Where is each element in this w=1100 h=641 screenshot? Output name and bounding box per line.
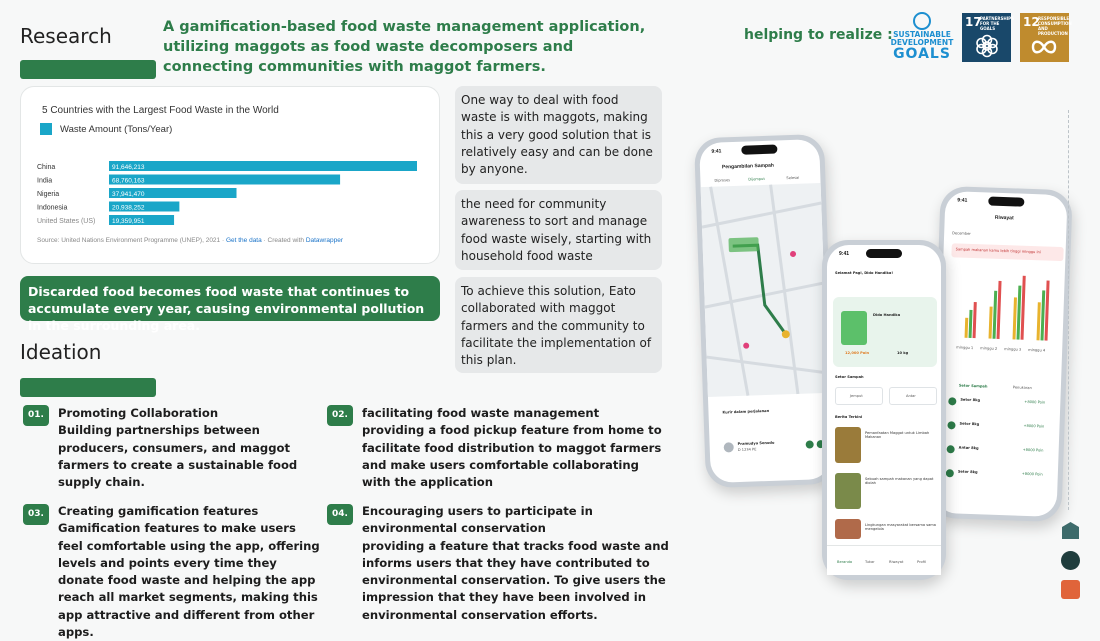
- tab-setor-sampah[interactable]: Setor Sampah: [958, 383, 988, 389]
- berita-terkini-label: Berita Terkini: [835, 415, 863, 419]
- status-time: 9:41: [957, 197, 968, 204]
- user-name: Dido Handika: [873, 313, 901, 317]
- driver-plate: D 1234 PE: [737, 447, 757, 453]
- driver-name: Pramudya Senodo: [737, 440, 775, 447]
- category-label: India: [37, 177, 53, 185]
- info-box-awareness: the need for community awareness to sort and manage food waste wisely, starting with household food waste: [455, 190, 662, 270]
- phone-mockup-history: [929, 186, 1073, 522]
- info-box-maggots: One way to deal with food waste is with maggots, making this a very good solution that is relatively easy and can be done by anyone.: [455, 86, 662, 184]
- un-globe-icon: [913, 12, 931, 30]
- idea-number-02: 02.: [327, 405, 353, 426]
- idea-title-03: Creating gamification features: [58, 504, 259, 518]
- history-row-icon: [948, 397, 956, 405]
- bar-value-label: 91,646,213: [112, 164, 145, 171]
- phone-notch: [741, 144, 777, 154]
- goal17-label: PARTNERSHIPS FOR THE GOALS: [980, 16, 1014, 31]
- status-time: 9:41: [839, 251, 850, 257]
- bar-value-label: 19,359,951: [112, 218, 145, 225]
- info-box-collaboration: To achieve this solution, Eato collaborated with maggot farmers and the community to facilitate the implementation of this plan.: [455, 277, 662, 373]
- get-data-link[interactable]: Get the data: [225, 237, 262, 244]
- week-label-3: minggu 3: [1004, 347, 1022, 352]
- week-label-2: minggu 2: [980, 346, 998, 351]
- headline-text: A gamification-based food waste management application, utilizing maggots as food waste decomposers and connecting communities with maggot farmers.: [163, 19, 646, 75]
- idea-number-04: 04.: [327, 504, 353, 525]
- home-screen: [827, 245, 941, 575]
- idea-desc-04: providing a feature that tracks food waste and informs users that they have contributed to environmental conservation. To give users the impression that they have been involved in environmental conservation efforts.: [362, 538, 669, 622]
- history-row-points: +8000 Poin: [1024, 399, 1046, 405]
- category-label: China: [37, 164, 56, 171]
- source-text: Source: United Nations Environment Programme (UNEP), 2021 ·: [37, 237, 226, 244]
- helping-realize-label: helping to realize :: [744, 27, 893, 43]
- month-select[interactable]: December: [952, 231, 971, 236]
- setor-sampah-label: Setor Sampah: [835, 375, 864, 379]
- news-thumbnail-2[interactable]: [835, 473, 861, 509]
- nav-riwayat[interactable]: Riwayat: [889, 560, 904, 564]
- news-title-1[interactable]: Pemanfaatan Maggot untuk Limbah Makanan: [865, 431, 930, 439]
- history-row-label[interactable]: Antar 8kg: [958, 445, 979, 451]
- source-mid-text: · Created with: [261, 237, 306, 244]
- dark-circle-dot: [1061, 551, 1080, 570]
- history-row-points: +8000 Poin: [1023, 423, 1045, 429]
- datawrapper-link[interactable]: Datawrapper: [305, 237, 344, 244]
- infinity-icon: [1030, 37, 1058, 57]
- history-row-icon: [947, 421, 955, 429]
- home-greeting: Selamat Pagi, Dido Handika!: [835, 271, 893, 275]
- sdg-logo-line1: SUSTAINABLE DEVELOPMENT: [890, 30, 954, 47]
- history-screen: [934, 191, 1067, 517]
- pickup-screen: [699, 139, 831, 483]
- goal12-label: RESPONSIBLE CONSUMPTION AND PRODUCTION: [1038, 16, 1072, 36]
- history-row-label[interactable]: Setor 8kg: [957, 469, 978, 475]
- bar-value-label: 37,941,470: [112, 191, 145, 198]
- week-label-4: minggu 4: [1028, 347, 1046, 353]
- trash-bin-illustration: [841, 311, 867, 345]
- sdg-goals-logo: [890, 12, 954, 64]
- sdg-goal-17-badge: [962, 13, 1014, 62]
- news-title-3[interactable]: Lingkungan masyarakat bersama sama mengelola: [865, 523, 937, 531]
- tab-diproses[interactable]: Diproses: [714, 178, 731, 183]
- hexagon-dot: [1061, 521, 1080, 540]
- idea-item-01: [58, 405, 318, 491]
- category-label: Indonesia: [37, 204, 68, 212]
- nav-beranda[interactable]: Beranda: [837, 560, 853, 564]
- tab-dijemput[interactable]: Dijemput: [748, 176, 765, 182]
- bar-value-label: 68,760,163: [112, 177, 145, 185]
- history-row-points: +8000 Poin: [1022, 447, 1044, 453]
- driver-avatar: [724, 442, 734, 452]
- antar-label: Antar: [906, 394, 916, 398]
- idea-title-02: facilitating food waste management: [362, 406, 600, 420]
- history-row-icon: [947, 445, 955, 453]
- bottom-nav: [827, 545, 941, 575]
- news-thumbnail-3[interactable]: [835, 519, 861, 539]
- idea-title-01: Promoting Collaboration: [58, 406, 219, 420]
- call-icon[interactable]: [806, 440, 814, 448]
- tab-selesai[interactable]: Selesai: [786, 175, 800, 181]
- news-title-2[interactable]: Sebuah sampah makanan yang dapat diolah: [865, 477, 934, 485]
- category-label: Nigeria: [37, 191, 60, 198]
- research-accent-bar: [20, 60, 156, 79]
- nav-profil[interactable]: Profil: [917, 560, 926, 564]
- idea-number-01: 01.: [23, 405, 49, 426]
- user-weight: 10 kg: [897, 351, 909, 355]
- idea-number-03: 03.: [23, 504, 49, 525]
- sdg-goal-12-badge: [1020, 13, 1072, 62]
- phone-mockup-home: [822, 240, 946, 580]
- chart-source: [37, 237, 343, 244]
- antar-button[interactable]: [889, 387, 937, 405]
- history-row-icon: [946, 469, 954, 477]
- tab-penukaran[interactable]: Penukaran: [1012, 385, 1032, 391]
- status-time: 9:41: [711, 148, 722, 155]
- courier-status: Kurir dalam perjalanan: [722, 408, 770, 415]
- goal12-number: 12: [1023, 15, 1040, 29]
- partnership-flower-icon: [974, 33, 1000, 59]
- bar: [109, 161, 417, 171]
- news-thumbnail-1[interactable]: [835, 427, 861, 463]
- ideation-heading: Ideation: [20, 340, 102, 364]
- user-points: 12,000 Poin: [845, 351, 870, 355]
- food-waste-chart-card: [20, 86, 440, 264]
- idea-desc-03: Gamification features to make users feel comfortable using the app, offering levels and points every time they donate food waste and helping the app reach all market segments, making this app attractive and different from other apps.: [58, 521, 320, 640]
- jemput-button[interactable]: [835, 387, 883, 405]
- jemput-label: Jemput: [850, 394, 863, 398]
- category-label: United States (US): [37, 218, 96, 225]
- idea-item-04: [362, 503, 690, 624]
- idea-item-02: [362, 405, 662, 491]
- history-row-label[interactable]: Setor 8kg: [959, 421, 980, 427]
- chart-title: 5 Countries with the Largest Food Waste in the World: [42, 105, 279, 116]
- bar-value-label: 20,938,252: [112, 204, 145, 212]
- dashed-guide-line: [1068, 110, 1069, 510]
- nav-tukar[interactable]: Tukar: [865, 560, 875, 564]
- weekly-bar-chart: [948, 265, 1063, 349]
- pickup-title: Pengambilan Sampah: [721, 162, 775, 171]
- map-view[interactable]: [701, 183, 828, 397]
- phone-notch: [866, 249, 902, 258]
- phone-notch: [988, 196, 1024, 206]
- sdg-logo-line2: GOALS: [893, 46, 951, 62]
- idea-title-04: Encouraging users to participate in environmental conservation: [362, 504, 593, 536]
- phone-mockup-pickup: [694, 134, 836, 488]
- goal17-number: 17: [965, 15, 982, 29]
- history-row-points: +8000 Poin: [1021, 471, 1043, 477]
- food-waste-callout: Discarded food becomes food waste that continues to accumulate every year, causing environmental pollution in the surrounding area.: [20, 276, 440, 321]
- idea-item-03: [58, 503, 320, 641]
- idea-desc-02: providing a food pickup feature from home to facilitate food distribution to maggot farmers and make users comfortable collaborating with the application: [362, 423, 662, 490]
- idea-desc-01: Building partnerships between producers, consumers, and maggot farmers to create a sustainable food supply chain.: [58, 423, 298, 490]
- alert-text: Sampah makanan kamu lebih tinggi minggu ini: [955, 247, 1041, 255]
- research-heading: Research: [20, 24, 112, 48]
- history-row-label[interactable]: Setor 8kg: [960, 397, 981, 403]
- orange-square-dot: [1061, 580, 1080, 599]
- week-label-1: minggu 1: [956, 345, 974, 351]
- ideation-accent-bar: [20, 378, 156, 397]
- history-title: Riwayat: [994, 214, 1014, 222]
- legend-label: Waste Amount (Tons/Year): [60, 124, 173, 135]
